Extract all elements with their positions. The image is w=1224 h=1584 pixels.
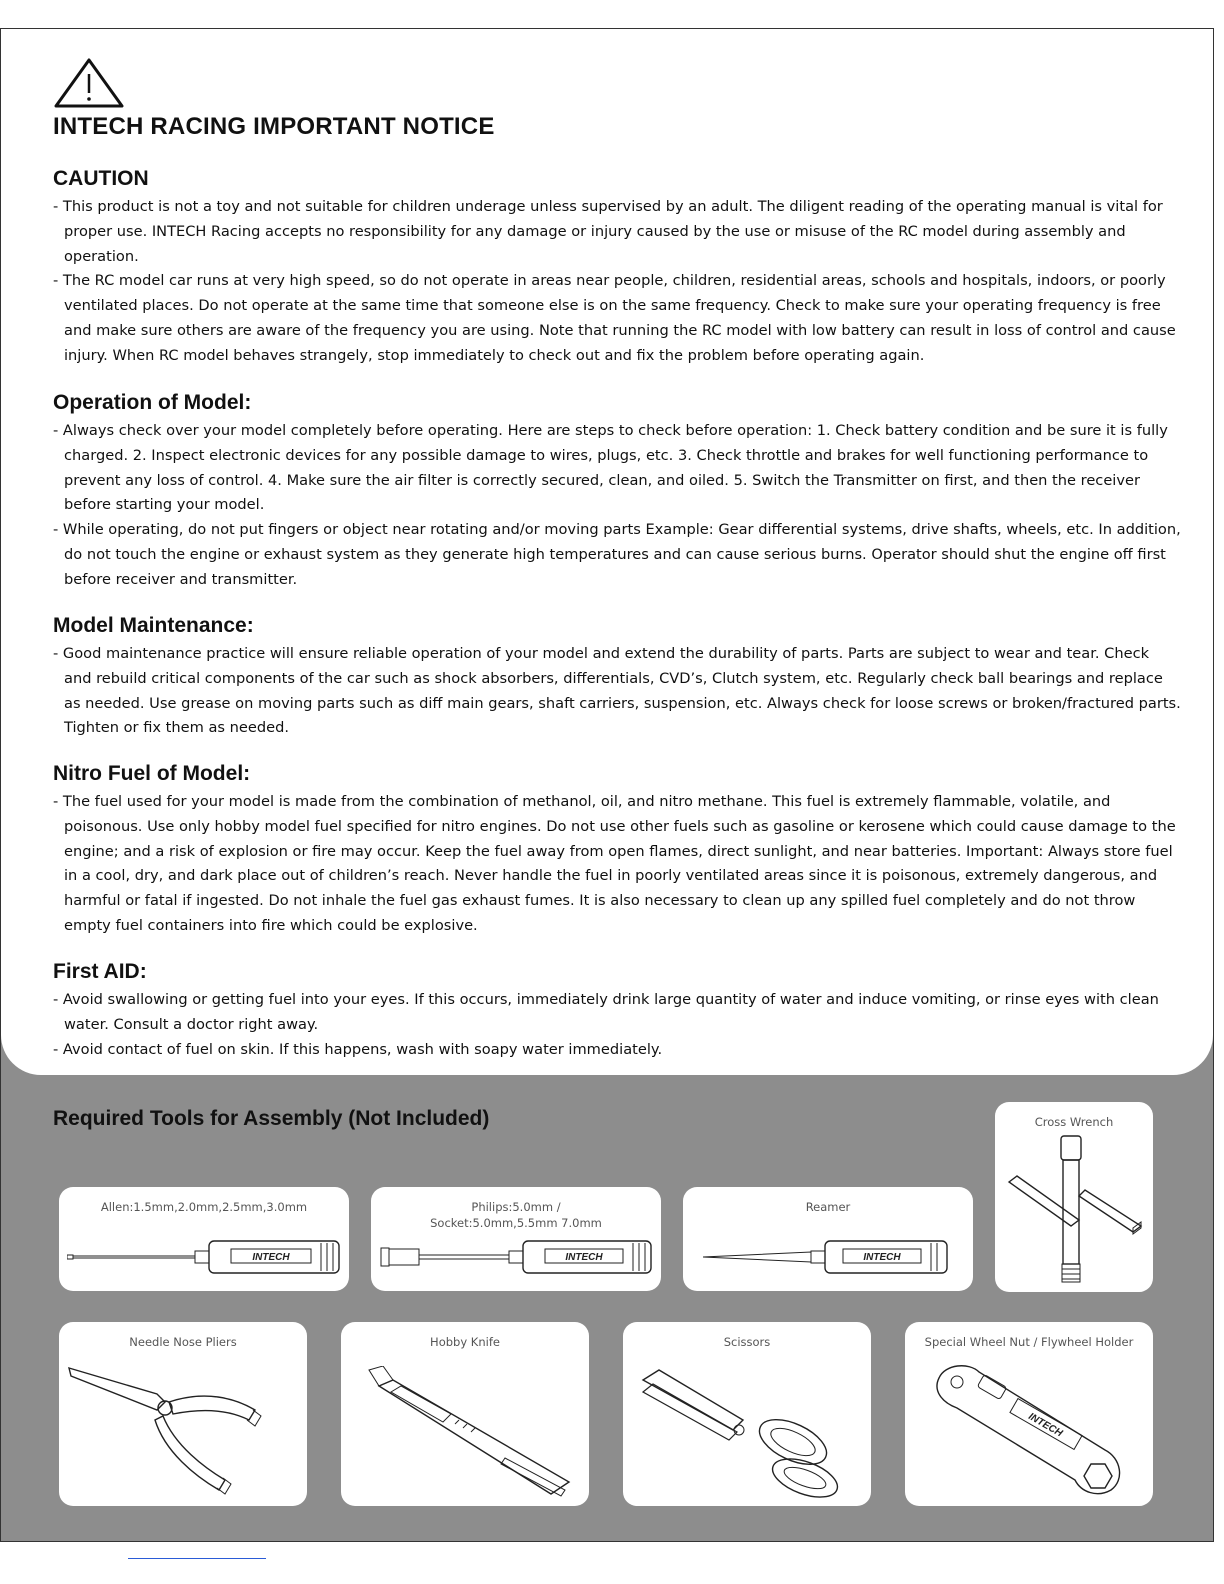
firstaid-section <box>53 960 1181 1062</box>
page-frame <box>0 28 1214 1542</box>
firstaid-paragraph-1: - Avoid swallowing or getting fuel into your eyes. If this occurs, immediately drink large quantity of water and induce vomiting, or rinse eyes with clean water. Consult a doctor right away. <box>53 991 1159 1033</box>
tool-card-scissors <box>623 1322 871 1506</box>
hobby-knife-icon <box>355 1366 581 1500</box>
tool-card-philips-socket <box>371 1187 661 1291</box>
tools-heading: Required Tools for Assembly (Not Included) <box>53 1107 490 1130</box>
cross-wrench-icon <box>1005 1132 1145 1284</box>
caution-paragraph-2: - The RC model car runs at very high speed, so do not operate in areas near people, children, residential areas, schools and hospitals, indoors, or poorly ventilated places. Do not operate at the same time that someone else is on the same frequency. Check to make sure your operating frequency is free and make sure others are aware of the frequency you are using. Note that running the RC model with low battery can result in loss of control and cause injury. When RC model behaves strangely, stop immediately to check out and fix the problem before operating again. <box>53 272 1176 364</box>
flywheel-holder-icon <box>925 1358 1147 1502</box>
caution-paragraph-1: - This product is not a toy and not suitable for children underage unless supervised by an adult. The diligent reading of the operating manual is vital for proper use. INTECH Racing accepts no responsibility for any damage or injury caused by the use or misuse of the RC model during assembly and operation. <box>53 198 1163 265</box>
fuel-heading: Nitro Fuel of Model: <box>53 762 251 785</box>
allen-key-icon <box>67 1235 343 1279</box>
notice-title: INTECH RACING IMPORTANT NOTICE <box>53 113 495 140</box>
firstaid-paragraph-2: - Avoid contact of fuel on skin. If this happens, wash with soapy water immediately. <box>53 1040 663 1058</box>
brand-logo: INTECH <box>252 1252 290 1263</box>
caution-heading: CAUTION <box>53 167 149 190</box>
maintenance-paragraph-1: - Good maintenance practice will ensure reliable operation of your model and extend the durability of parts. Parts are subject to wear and tear. Check and rebuild critical components of the car such as shock absorbers, differentials, CVD’s, Clutch system, etc. Regularly check ball bearings and replace as needed. Use grease on moving parts such as diff main gears, shaft carriers, suspension, etc. Always check for loose screws or broken/fractured parts. Tighten or fix them as needed. <box>53 645 1181 737</box>
tool-card-wheel-nut-holder <box>905 1322 1153 1506</box>
tool-label: Scissors <box>723 1335 771 1349</box>
brand-logo: INTECH <box>565 1252 603 1263</box>
reamer-icon <box>703 1235 963 1279</box>
maintenance-heading: Model Maintenance: <box>53 614 254 637</box>
pliers-icon <box>65 1358 301 1500</box>
tool-card-hobby-knife <box>341 1322 589 1506</box>
fuel-section <box>53 762 1181 939</box>
tool-card-allen <box>59 1187 349 1291</box>
tool-label: Hobby Knife <box>430 1335 500 1349</box>
warning-triangle-icon <box>53 57 125 109</box>
operation-paragraph-2: - While operating, do not put fingers or object near rotating and/or moving parts Example: Gear differential systems, drive shafts, wheels, etc. In addition, do not touch the engine or exhaust system as they generate high temperatures and can cause serious burns. Operator should shut the engine off first before receiver and transmitter. <box>53 521 1181 588</box>
operation-section <box>53 391 1181 593</box>
tool-card-cross-wrench <box>995 1102 1153 1292</box>
tool-label: Allen:1.5mm,2.0mm,2.5mm,3.0mm <box>100 1200 308 1214</box>
firstaid-heading: First AID: <box>53 960 147 983</box>
fuel-paragraph-1: - The fuel used for your model is made from the combination of methanol, oil, and nitro methane. This fuel is extremely flammable, volatile, and poisonous. Use only hobby model fuel specified for nitro engines. Do not use other fuels such as gasoline or kerosene which could cause damage to the engine; and a risk of explosion or fire may occur. Keep the fuel away from open flames, direct sunlight, and near batteries. Important: Always store fuel in a cool, dry, and dark place out of children’s reach. Never handle the fuel in poorly ventilated areas since it is poisonous, extremely dangerous, and harmful or fatal if ingested. Do not inhale the fuel gas exhaust fumes. It is also necessary to clean up any spilled fuel completely and do not throw empty fuel containers into fire which could be explosive. <box>53 793 1176 934</box>
tool-label: Philips:5.0mm / Socket:5.0mm,5.5mm 7.0mm <box>430 1200 602 1230</box>
nut-driver-icon <box>379 1235 655 1279</box>
tool-label: Cross Wrench <box>1034 1115 1114 1129</box>
tool-card-reamer <box>683 1187 973 1291</box>
operation-paragraph-1: - Always check over your model completely before operating. Here are steps to check before operation: 1. Check battery condition and be sure it is fully charged. 2. Inspect electronic devices for any possible damage to wires, plugs, etc. 3. Check throttle and brakes for well functioning performance to prevent any loss of control. 4. Make sure the air filter is correctly secured, clean, and oiled. 5. Switch the Transmitter on first, and then the receiver before starting your model. <box>53 422 1168 514</box>
caution-section <box>53 167 1181 369</box>
tool-card-pliers <box>59 1322 307 1506</box>
notice-panel <box>1 29 1213 1075</box>
tool-label: Reamer <box>805 1200 851 1214</box>
maintenance-section <box>53 614 1181 741</box>
scissors-icon <box>633 1362 863 1500</box>
footer-link-underline[interactable] <box>128 1558 266 1559</box>
brand-logo: INTECH <box>1026 1411 1065 1440</box>
brand-logo: INTECH <box>863 1252 901 1263</box>
operation-heading: Operation of Model: <box>53 391 252 414</box>
tool-label: Needle Nose Pliers <box>129 1335 237 1349</box>
tool-label: Special Wheel Nut / Flywheel Holder <box>924 1335 1134 1349</box>
